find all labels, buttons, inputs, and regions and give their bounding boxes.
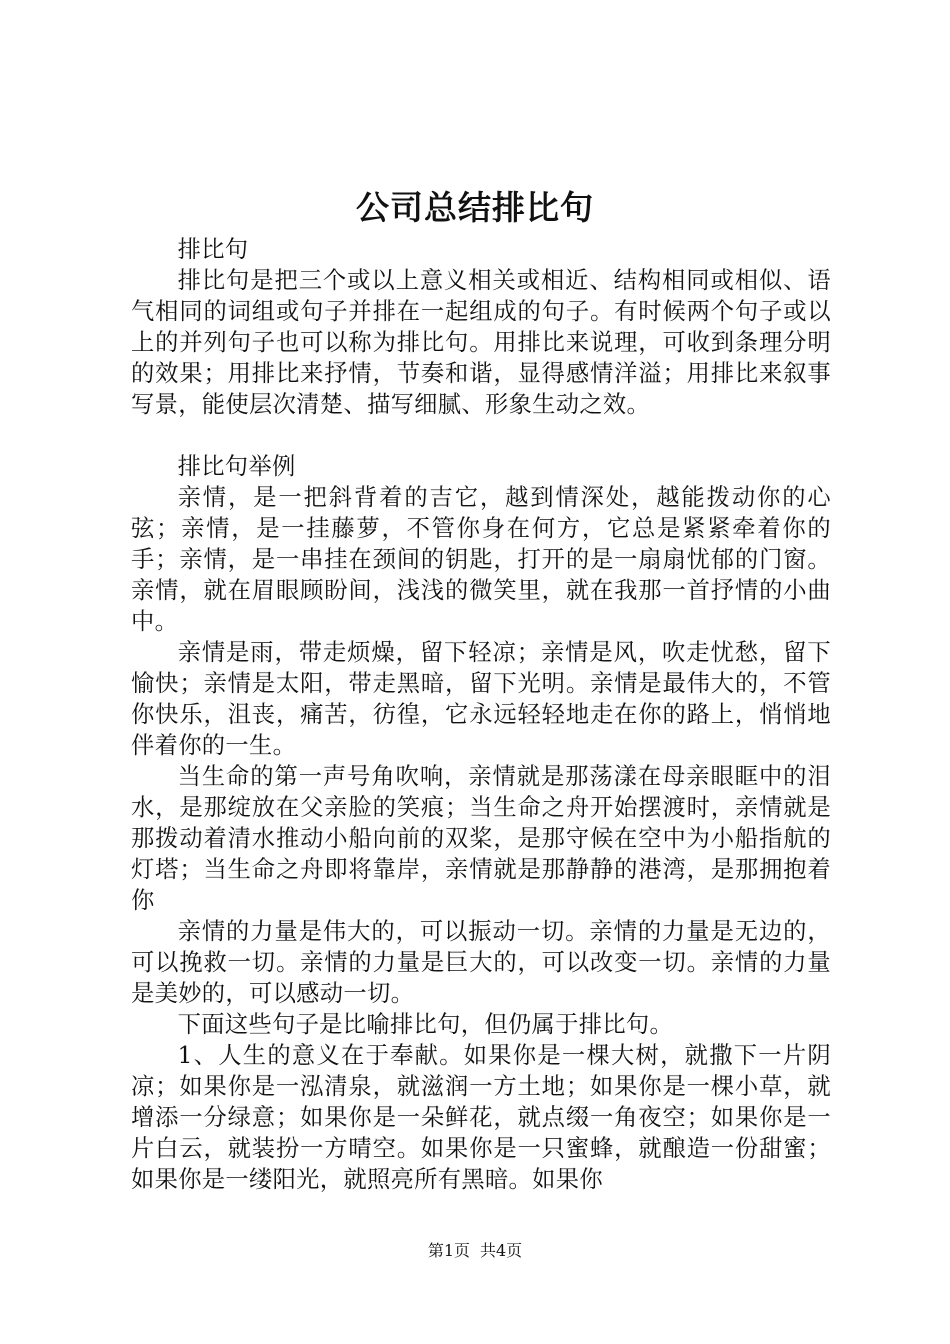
section-spacer — [131, 420, 831, 451]
paragraph: 亲情的力量是伟大的，可以振动一切。亲情的力量是无边的，可以挽救一切。亲情的力量是巨大的，可以改变一切。亲情的力量是美妙的，可以感动一切。 — [131, 918, 831, 1007]
document-title: 公司总结排比句 — [356, 188, 594, 227]
section-heading: 排比句 — [177, 236, 249, 263]
page-total: 共4页 — [480, 1241, 523, 1260]
paragraph: 亲情，是一把斜背着的吉它，越到情深处，越能拨动你的心弦；亲情，是一挂藤萝，不管你身在何方，它总是紧紧牵着你的手；亲情，是一串挂在颈间的钥匙，打开的是一扇扇忧郁的门窗。亲情，就在眉眼顾盼间，浅浅的微笑里，就在我那一首抒情的小曲中。 — [131, 484, 831, 635]
page-footer — [0, 1240, 950, 1262]
paragraph: 1、人生的意义在于奉献。如果你是一棵大树，就撒下一片阴凉；如果你是一泓清泉，就滋润一方土地；如果你是一棵小草，就增添一分绿意；如果你是一朵鲜花，就点缀一角夜空；如果你是一片白云，就装扮一方晴空。如果你是一只蜜蜂，就酿造一份甜蜜；如果你是一缕阳光，就照亮所有黑暗。如果你 — [131, 1042, 831, 1193]
document-body — [131, 234, 831, 1195]
paragraph: 排比句是把三个或以上意义相关或相近、结构相同或相似、语气相同的词组或句子并排在一起组成的句子。有时候两个句子或以上的并列句子也可以称为排比句。用排比来说理，可收到条理分明的效果；用排比来抒情，节奏和谐，显得感情洋溢；用排比来叙事写景，能使层次清楚、描写细腻、形象生动之效。 — [131, 267, 831, 418]
section-heading: 排比句举例 — [177, 453, 296, 480]
paragraph: 当生命的第一声号角吹响，亲情就是那荡漾在母亲眼眶中的泪水，是那绽放在父亲脸的笑痕；当生命之舟开始摆渡时，亲情就是那拨动着清水推动小船向前的双桨，是那守候在空中为小船指航的灯塔；当生命之舟即将靠岸，亲情就是那静静的港湾，是那拥抱着你 — [131, 763, 831, 914]
page-number: 第1页 — [427, 1241, 470, 1260]
paragraph: 亲情是雨，带走烦燥，留下轻凉；亲情是风，吹走忧愁，留下愉快；亲情是太阳，带走黑暗，留下光明。亲情是最伟大的，不管你快乐，沮丧，痛苦，彷徨，它永远轻轻地走在你的路上，悄悄地伴着你的一生。 — [131, 639, 831, 759]
paragraph: 下面这些句子是比喻排比句，但仍属于排比句。 — [177, 1011, 674, 1038]
